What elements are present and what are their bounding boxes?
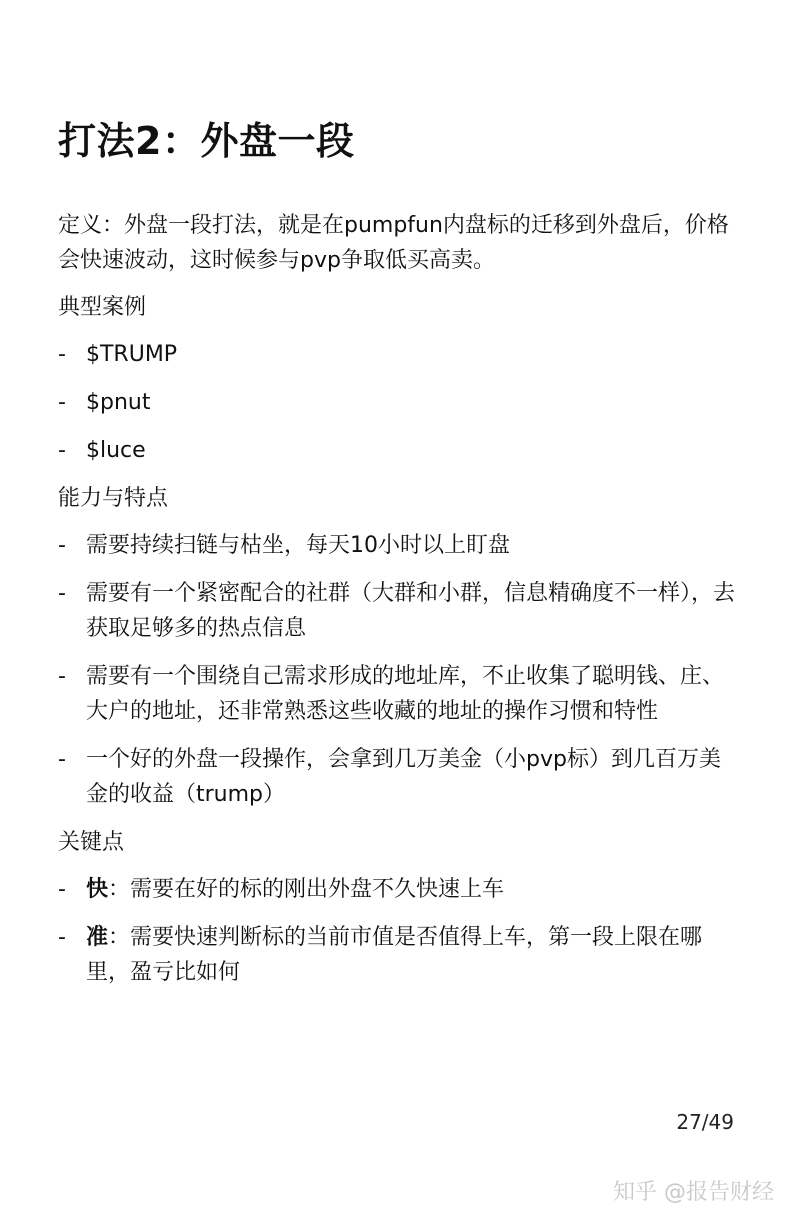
dash-bullet: - bbox=[58, 747, 66, 772]
list-item bbox=[58, 872, 738, 907]
keypoints-title: 关键点 bbox=[58, 830, 125, 855]
cases-list bbox=[58, 337, 738, 468]
abilities-list bbox=[58, 528, 738, 812]
case-text: $luce bbox=[86, 438, 146, 463]
dash-bullet: - bbox=[58, 438, 66, 463]
dash-bullet: - bbox=[58, 925, 66, 950]
list-item bbox=[58, 337, 738, 372]
list-item bbox=[58, 433, 738, 468]
cases-title: 典型案例 bbox=[58, 295, 147, 320]
page-number: 27/49 bbox=[676, 1110, 734, 1134]
list-item bbox=[58, 742, 738, 812]
main-content bbox=[58, 208, 738, 1003]
keypoints-list bbox=[58, 872, 738, 990]
list-item bbox=[58, 920, 738, 990]
keypoint-keyword: 准 bbox=[86, 925, 109, 950]
definition-paragraph: 定义：外盘一段打法，就是在pumpfun内盘标的迁移到外盘后，价格会快速波动，这时候参与pvp争取低买高卖。 bbox=[58, 213, 729, 273]
dash-bullet: - bbox=[58, 342, 66, 367]
ability-text: 需要持续扫链与枯坐，每天10小时以上盯盘 bbox=[86, 533, 510, 558]
ability-text: 一个好的外盘一段操作，会拿到几万美金（小pvp标）到几百万美金的收益（trump） bbox=[86, 747, 721, 807]
keypoint-keyword: 快 bbox=[86, 877, 109, 902]
case-text: $TRUMP bbox=[86, 342, 178, 367]
dash-bullet: - bbox=[58, 390, 66, 415]
ability-text: 需要有一个紧密配合的社群（大群和小群，信息精确度不一样），去获取足够多的热点信息 bbox=[86, 581, 736, 641]
list-item bbox=[58, 385, 738, 420]
list-item bbox=[58, 659, 738, 729]
abilities-title: 能力与特点 bbox=[58, 486, 169, 511]
ability-text: 需要有一个围绕自己需求形成的地址库，不止收集了聪明钱、庄、大户的地址，还非常熟悉这些收藏的地址的操作习惯和特性 bbox=[86, 664, 725, 724]
page-heading: 打法2：外盘一段 bbox=[58, 119, 355, 163]
list-item bbox=[58, 528, 738, 563]
dash-bullet: - bbox=[58, 664, 66, 689]
watermark: 知乎 @报告财经 bbox=[613, 1180, 774, 1205]
case-text: $pnut bbox=[86, 390, 151, 415]
dash-bullet: - bbox=[58, 533, 66, 558]
dash-bullet: - bbox=[58, 877, 66, 902]
keypoint-text: ：需要在好的标的刚出外盘不久快速上车 bbox=[108, 877, 505, 902]
list-item bbox=[58, 576, 738, 646]
dash-bullet: - bbox=[58, 581, 66, 606]
keypoint-text: ：需要快速判断标的当前市值是否值得上车，第一段上限在哪里，盈亏比如何 bbox=[86, 925, 703, 985]
